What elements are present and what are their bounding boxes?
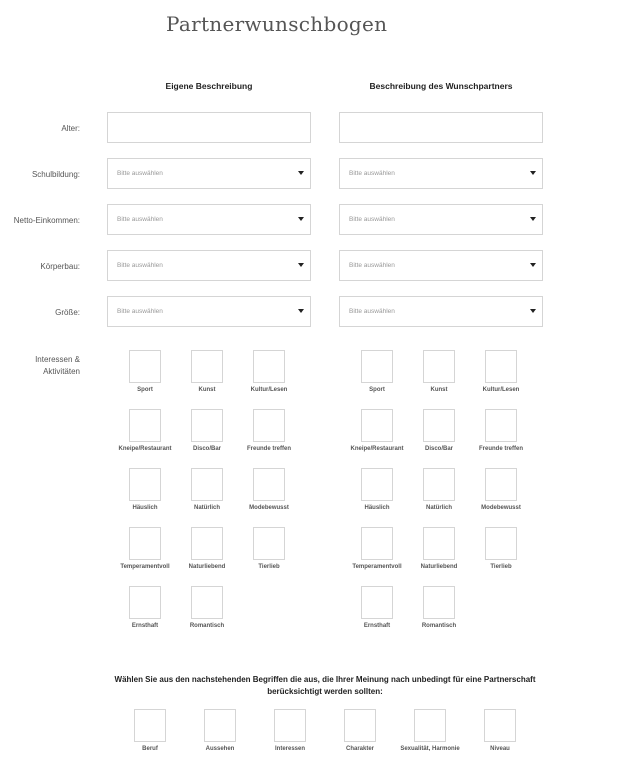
select-placeholder: Bitte auswählen bbox=[117, 262, 163, 269]
checkbox-label: Naturliebend bbox=[420, 564, 458, 570]
own-interest-naturliebend[interactable] bbox=[177, 527, 237, 582]
partner-interest-kunst[interactable] bbox=[409, 350, 469, 405]
checkbox-label: Sport bbox=[369, 387, 385, 393]
checkbox[interactable] bbox=[134, 709, 166, 742]
checkbox-label: Ernsthaft bbox=[363, 623, 391, 629]
checkbox[interactable] bbox=[423, 409, 455, 442]
partner-education-select[interactable] bbox=[339, 158, 543, 189]
checkbox-label: Niveau bbox=[490, 746, 510, 752]
checkbox[interactable] bbox=[361, 527, 393, 560]
checkbox[interactable] bbox=[485, 350, 517, 383]
checkbox-label: Modebewusst bbox=[481, 505, 521, 511]
checkbox-label: Kunst bbox=[198, 387, 216, 393]
partner-interest-romantisch[interactable] bbox=[409, 586, 469, 641]
own-interest-haeuslich[interactable] bbox=[115, 468, 175, 523]
checkbox[interactable] bbox=[361, 350, 393, 383]
select-placeholder: Bitte auswählen bbox=[349, 262, 395, 269]
build-label: Körperbau: bbox=[40, 262, 80, 271]
checkbox[interactable] bbox=[191, 586, 223, 619]
own-interest-disco-bar[interactable] bbox=[177, 409, 237, 464]
select-placeholder: Bitte auswählen bbox=[117, 308, 163, 315]
column-heading-partner: Beschreibung des Wunschpartners bbox=[369, 81, 513, 91]
income-label: Netto-Einkommen: bbox=[13, 216, 80, 225]
select-placeholder: Bitte auswählen bbox=[117, 216, 163, 223]
partner-interest-disco-bar[interactable] bbox=[409, 409, 469, 464]
partner-interest-haeuslich[interactable] bbox=[347, 468, 407, 523]
checkbox-label: Ernsthaft bbox=[131, 623, 159, 629]
priorities-question-line1: Wählen Sie aus den nachstehenden Begriffen die aus, die Ihrer Meinung nach unbedingt für eine Partnerschaft bbox=[114, 675, 536, 684]
checkbox[interactable] bbox=[253, 527, 285, 560]
interests-label bbox=[0, 354, 80, 378]
caret-down-icon bbox=[298, 171, 304, 175]
page-title: Partnerwunschbogen bbox=[166, 12, 388, 36]
checkbox[interactable] bbox=[191, 468, 223, 501]
education-label: Schulbildung: bbox=[31, 170, 80, 179]
caret-down-icon bbox=[298, 217, 304, 221]
own-interest-sport[interactable] bbox=[115, 350, 175, 405]
priorities-checkbox-row bbox=[0, 709, 632, 769]
checkbox[interactable] bbox=[191, 350, 223, 383]
checkbox[interactable] bbox=[129, 409, 161, 442]
checkbox[interactable] bbox=[191, 409, 223, 442]
checkbox-label: Disco/Bar bbox=[424, 446, 453, 452]
own-interest-freunde-treffen[interactable] bbox=[239, 409, 299, 464]
partner-age-input[interactable] bbox=[339, 112, 543, 143]
partner-interest-freunde-treffen[interactable] bbox=[471, 409, 531, 464]
checkbox-label: Disco/Bar bbox=[192, 446, 221, 452]
checkbox[interactable] bbox=[423, 527, 455, 560]
checkbox-label: Sport bbox=[137, 387, 153, 393]
partner-interest-modebewusst[interactable] bbox=[471, 468, 531, 523]
checkbox[interactable] bbox=[423, 350, 455, 383]
priority-beruf[interactable] bbox=[110, 709, 190, 759]
checkbox-label: Naturliebend bbox=[188, 564, 226, 570]
caret-down-icon bbox=[530, 309, 536, 313]
checkbox-label: Beruf bbox=[142, 746, 158, 752]
partner-interest-kultur-lesen[interactable] bbox=[471, 350, 531, 405]
checkbox-label: Sexualität, Harmonie bbox=[400, 746, 460, 752]
select-placeholder: Bitte auswählen bbox=[349, 170, 395, 177]
own-build-select[interactable] bbox=[107, 250, 311, 281]
checkbox-label: Temperamentvoll bbox=[352, 564, 402, 570]
select-placeholder: Bitte auswählen bbox=[349, 308, 395, 315]
priority-interessen[interactable] bbox=[250, 709, 330, 759]
checkbox-label: Interessen bbox=[274, 746, 305, 752]
checkbox-label: Tierlieb bbox=[258, 564, 280, 570]
checkbox[interactable] bbox=[423, 586, 455, 619]
select-placeholder: Bitte auswählen bbox=[117, 170, 163, 177]
column-heading-own: Eigene Beschreibung bbox=[165, 81, 253, 91]
checkbox[interactable] bbox=[253, 350, 285, 383]
checkbox-label: Kneipe/Restaurant bbox=[118, 446, 172, 452]
caret-down-icon bbox=[530, 217, 536, 221]
checkbox-label: Romantisch bbox=[421, 623, 457, 629]
checkbox[interactable] bbox=[274, 709, 306, 742]
checkbox-label: Romantisch bbox=[189, 623, 225, 629]
checkbox[interactable] bbox=[485, 527, 517, 560]
checkbox[interactable] bbox=[204, 709, 236, 742]
priority-aussehen[interactable] bbox=[180, 709, 260, 759]
checkbox-label: Natürlich bbox=[425, 505, 452, 511]
age-label: Alter: bbox=[61, 124, 80, 133]
checkbox-label: Modebewusst bbox=[249, 505, 289, 511]
own-age-input[interactable] bbox=[107, 112, 311, 143]
caret-down-icon bbox=[530, 171, 536, 175]
own-education-select[interactable] bbox=[107, 158, 311, 189]
partner-income-select[interactable] bbox=[339, 204, 543, 235]
partner-interest-ernsthaft[interactable] bbox=[347, 586, 407, 641]
caret-down-icon bbox=[530, 263, 536, 267]
checkbox[interactable] bbox=[129, 527, 161, 560]
partner-interest-tierlieb[interactable] bbox=[471, 527, 531, 582]
own-interest-kultur-lesen[interactable] bbox=[239, 350, 299, 405]
checkbox-label: Tierlieb bbox=[490, 564, 512, 570]
own-interest-ernsthaft[interactable] bbox=[115, 586, 175, 641]
checkbox-label: Häuslich bbox=[132, 505, 158, 511]
partner-height-select[interactable] bbox=[339, 296, 543, 327]
checkbox[interactable] bbox=[344, 709, 376, 742]
own-interest-kunst[interactable] bbox=[177, 350, 237, 405]
caret-down-icon bbox=[298, 309, 304, 313]
checkbox[interactable] bbox=[129, 468, 161, 501]
checkbox-label: Temperamentvoll bbox=[120, 564, 170, 570]
checkbox[interactable] bbox=[485, 468, 517, 501]
partner-interest-naturliebend[interactable] bbox=[409, 527, 469, 582]
own-interest-romantisch[interactable] bbox=[177, 586, 237, 641]
own-income-select[interactable] bbox=[107, 204, 311, 235]
own-interest-tierlieb[interactable] bbox=[239, 527, 299, 582]
checkbox-label: Freunde treffen bbox=[246, 446, 291, 452]
select-placeholder: Bitte auswählen bbox=[349, 216, 395, 223]
checkbox[interactable] bbox=[129, 586, 161, 619]
partner-interest-natuerlich[interactable] bbox=[409, 468, 469, 523]
checkbox-label: Charakter bbox=[345, 746, 374, 752]
checkbox[interactable] bbox=[191, 527, 223, 560]
own-interest-temperamentvoll[interactable] bbox=[115, 527, 175, 582]
checkbox-label: Freunde treffen bbox=[478, 446, 523, 452]
own-interest-natuerlich[interactable] bbox=[177, 468, 237, 523]
own-interests-grid bbox=[115, 350, 331, 640]
checkbox-label: Kunst bbox=[430, 387, 448, 393]
priority-sexualitaet-harmonie[interactable] bbox=[390, 709, 470, 759]
priorities-question-line2: berücksichtigt werden sollten: bbox=[267, 687, 383, 696]
checkbox[interactable] bbox=[484, 709, 516, 742]
partner-interest-sport[interactable] bbox=[347, 350, 407, 405]
own-interest-modebewusst[interactable] bbox=[239, 468, 299, 523]
partner-interest-temperamentvoll[interactable] bbox=[347, 527, 407, 582]
checkbox[interactable] bbox=[361, 468, 393, 501]
interests-label-line2: Aktivitäten bbox=[43, 367, 80, 376]
checkbox[interactable] bbox=[414, 709, 446, 742]
checkbox[interactable] bbox=[361, 586, 393, 619]
own-interest-kneipe-restaurant[interactable] bbox=[115, 409, 175, 464]
checkbox[interactable] bbox=[253, 468, 285, 501]
priority-charakter[interactable] bbox=[320, 709, 400, 759]
checkbox-label: Kultur/Lesen bbox=[250, 387, 288, 393]
checkbox-label: Häuslich bbox=[364, 505, 390, 511]
interests-label-line1: Interessen & bbox=[35, 355, 80, 364]
height-label: Größe: bbox=[55, 308, 80, 317]
checkbox-label: Kultur/Lesen bbox=[482, 387, 520, 393]
priority-niveau[interactable] bbox=[460, 709, 540, 759]
checkbox-label: Natürlich bbox=[193, 505, 220, 511]
checkbox[interactable] bbox=[423, 468, 455, 501]
checkbox-label: Kneipe/Restaurant bbox=[350, 446, 404, 452]
partner-build-select[interactable] bbox=[339, 250, 543, 281]
caret-down-icon bbox=[298, 263, 304, 267]
checkbox[interactable] bbox=[485, 409, 517, 442]
checkbox[interactable] bbox=[129, 350, 161, 383]
checkbox[interactable] bbox=[253, 409, 285, 442]
checkbox-label: Aussehen bbox=[205, 746, 235, 752]
partner-interests-grid bbox=[347, 350, 563, 640]
partner-interest-kneipe-restaurant[interactable] bbox=[347, 409, 407, 464]
own-height-select[interactable] bbox=[107, 296, 311, 327]
priorities-question bbox=[90, 674, 560, 698]
checkbox[interactable] bbox=[361, 409, 393, 442]
